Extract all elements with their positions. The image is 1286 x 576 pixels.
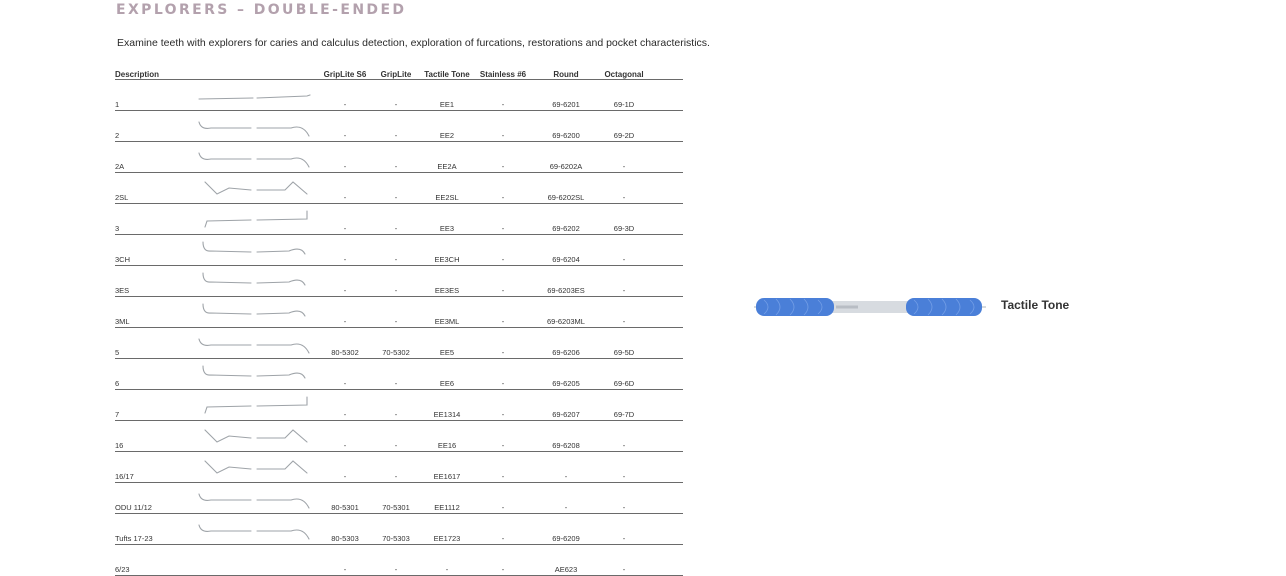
cell-tactile-tone: EE2SL (419, 173, 475, 204)
cell-round: - (531, 483, 601, 514)
cell-tactile-tone: EE6 (419, 359, 475, 390)
hook-explorer-icon (195, 300, 313, 324)
handle-imprint (836, 306, 858, 309)
cell-description: 3 (115, 204, 197, 235)
cell-description: 16/17 (115, 452, 197, 483)
cell-octagonal: - (601, 266, 647, 297)
hook-explorer-icon (195, 238, 313, 262)
cell-stainless-6: - (475, 266, 531, 297)
table-row (115, 297, 683, 328)
cell-tactile-tone: EE5 (419, 328, 475, 359)
cell-round: 69-6208 (531, 421, 601, 452)
curved-explorer-icon (195, 486, 313, 510)
table-row (115, 483, 683, 514)
cell-griplite-s6: - (317, 111, 373, 142)
table-row (115, 359, 683, 390)
cell-instrument-image (197, 204, 317, 235)
col-header-spacer (647, 66, 683, 80)
cell-spacer (647, 204, 683, 235)
cell-tactile-tone: - (419, 545, 475, 576)
handle-label: Tactile Tone (1001, 298, 1070, 312)
cell-instrument-image (197, 483, 317, 514)
table-header-row (115, 66, 683, 80)
cell-stainless-6: - (475, 421, 531, 452)
cell-tactile-tone: EE3 (419, 204, 475, 235)
cell-instrument-image (197, 80, 317, 111)
cell-spacer (647, 452, 683, 483)
cell-tactile-tone: EE1112 (419, 483, 475, 514)
cell-description: Tufts 17-23 (115, 514, 197, 545)
cell-stainless-6: - (475, 173, 531, 204)
cell-griplite-s6: - (317, 173, 373, 204)
cell-instrument-image (197, 266, 317, 297)
straight-explorer-icon (195, 83, 313, 107)
cell-tactile-tone: EE1314 (419, 390, 475, 421)
col-header-octagonal: Octagonal (601, 66, 647, 80)
cell-griplite: - (373, 204, 419, 235)
cell-octagonal: 69-3D (601, 204, 647, 235)
cell-griplite-s6: - (317, 390, 373, 421)
col-header-description: Description (115, 66, 197, 80)
curved-explorer-icon (195, 114, 313, 138)
cell-description: ODU 11/12 (115, 483, 197, 514)
cell-instrument-image (197, 235, 317, 266)
cell-description: 16 (115, 421, 197, 452)
cell-griplite: 70-5301 (373, 483, 419, 514)
cell-stainless-6: - (475, 111, 531, 142)
cell-instrument-image (197, 514, 317, 545)
cell-griplite: - (373, 297, 419, 328)
cell-octagonal: - (601, 514, 647, 545)
cell-instrument-image (197, 328, 317, 359)
table-row (115, 142, 683, 173)
angled-explorer-icon (195, 176, 313, 200)
table-row (115, 111, 683, 142)
cell-round: AE623 (531, 545, 601, 576)
cell-griplite: - (373, 173, 419, 204)
cell-griplite-s6: 80-5302 (317, 328, 373, 359)
table-row (115, 173, 683, 204)
cell-griplite: - (373, 359, 419, 390)
cell-stainless-6: - (475, 390, 531, 421)
cell-griplite: - (373, 452, 419, 483)
cell-stainless-6: - (475, 483, 531, 514)
cell-octagonal: - (601, 297, 647, 328)
cell-description: 3CH (115, 235, 197, 266)
table-row (115, 266, 683, 297)
cell-griplite-s6: - (317, 204, 373, 235)
cell-spacer (647, 297, 683, 328)
cell-octagonal: 69-2D (601, 111, 647, 142)
cell-round: 69-6203ML (531, 297, 601, 328)
cell-griplite-s6: - (317, 235, 373, 266)
cell-description: 2 (115, 111, 197, 142)
cell-tactile-tone: EE2A (419, 142, 475, 173)
cell-stainless-6: - (475, 452, 531, 483)
cell-spacer (647, 80, 683, 111)
cell-spacer (647, 235, 683, 266)
table-row (115, 235, 683, 266)
curved-explorer-icon (195, 517, 313, 541)
cell-spacer (647, 111, 683, 142)
cell-octagonal: 69-6D (601, 359, 647, 390)
cell-round: 69-6206 (531, 328, 601, 359)
angled-explorer-icon (195, 455, 313, 479)
cell-instrument-image (197, 142, 317, 173)
cell-round: 69-6205 (531, 359, 601, 390)
cell-spacer (647, 390, 683, 421)
curved-explorer-icon (195, 145, 313, 169)
curved-explorer-icon (195, 331, 313, 355)
cell-griplite: 70-5302 (373, 328, 419, 359)
cell-round: 69-6201 (531, 80, 601, 111)
col-header-tactile-tone: Tactile Tone (419, 66, 475, 80)
cell-tactile-tone: EE16 (419, 421, 475, 452)
cell-instrument-image (197, 421, 317, 452)
cell-griplite: - (373, 390, 419, 421)
cell-griplite: - (373, 235, 419, 266)
cell-stainless-6: - (475, 80, 531, 111)
angled-explorer-icon (195, 424, 313, 448)
cell-octagonal: - (601, 421, 647, 452)
col-header-stainless-6: Stainless #6 (475, 66, 531, 80)
cell-description: 3ML (115, 297, 197, 328)
cell-round: 69-6202 (531, 204, 601, 235)
cell-griplite: - (373, 80, 419, 111)
cell-spacer (647, 142, 683, 173)
cell-octagonal: - (601, 545, 647, 576)
cell-stainless-6: - (475, 545, 531, 576)
cell-description: 6 (115, 359, 197, 390)
cell-octagonal: 69-1D (601, 80, 647, 111)
cell-instrument-image (197, 359, 317, 390)
cell-spacer (647, 483, 683, 514)
cell-spacer (647, 421, 683, 452)
shepherd-hook-explorer-icon (195, 393, 313, 417)
cell-round: 69-6202SL (531, 173, 601, 204)
tactile-tone-handle-icon (752, 294, 988, 320)
intro-text: Examine teeth with explorers for caries and calculus detection, exploration of furcations, restorations and pocket characteristics. (117, 37, 710, 49)
cell-griplite-s6: - (317, 142, 373, 173)
cell-description: 1 (115, 80, 197, 111)
cell-stainless-6: - (475, 328, 531, 359)
cell-description: 3ES (115, 266, 197, 297)
cell-spacer (647, 266, 683, 297)
table-row (115, 545, 683, 576)
col-header-round: Round (531, 66, 601, 80)
col-header-griplite-s6: GripLite S6 (317, 66, 373, 80)
cell-griplite: - (373, 111, 419, 142)
table-row (115, 204, 683, 235)
cell-griplite-s6: - (317, 452, 373, 483)
cell-stainless-6: - (475, 204, 531, 235)
cell-stainless-6: - (475, 235, 531, 266)
cell-octagonal: - (601, 173, 647, 204)
table-row (115, 514, 683, 545)
cell-description: 2SL (115, 173, 197, 204)
cell-stainless-6: - (475, 297, 531, 328)
cell-octagonal: - (601, 142, 647, 173)
cell-round: 69-6207 (531, 390, 601, 421)
table-row (115, 452, 683, 483)
cell-stainless-6: - (475, 142, 531, 173)
cell-stainless-6: - (475, 359, 531, 390)
cell-griplite-s6: - (317, 421, 373, 452)
cell-octagonal: - (601, 483, 647, 514)
cell-tactile-tone: EE1 (419, 80, 475, 111)
cell-description: 6/23 (115, 545, 197, 576)
cell-griplite: - (373, 142, 419, 173)
table-row (115, 390, 683, 421)
table-row (115, 421, 683, 452)
cell-tactile-tone: EE1723 (419, 514, 475, 545)
cell-spacer (647, 328, 683, 359)
cell-griplite-s6: - (317, 266, 373, 297)
cell-spacer (647, 359, 683, 390)
cell-round: 69-6200 (531, 111, 601, 142)
cell-octagonal: 69-7D (601, 390, 647, 421)
cell-instrument-image (197, 173, 317, 204)
page-title: EXPLORERS – DOUBLE-ENDED (116, 2, 407, 18)
cell-griplite-s6: 80-5303 (317, 514, 373, 545)
cell-spacer (647, 514, 683, 545)
table-row (115, 328, 683, 359)
cell-description: 2A (115, 142, 197, 173)
cell-tactile-tone: EE3ML (419, 297, 475, 328)
cell-griplite: - (373, 545, 419, 576)
cell-instrument-image (197, 452, 317, 483)
cell-spacer (647, 545, 683, 576)
cell-stainless-6: - (475, 514, 531, 545)
cell-octagonal: 69-5D (601, 328, 647, 359)
hook-explorer-icon (195, 362, 313, 386)
explorers-table (115, 66, 683, 576)
col-header-image (197, 66, 317, 80)
cell-round: - (531, 452, 601, 483)
cell-tactile-tone: EE3CH (419, 235, 475, 266)
cell-tactile-tone: EE1617 (419, 452, 475, 483)
cell-griplite: - (373, 421, 419, 452)
cell-instrument-image (197, 297, 317, 328)
shepherd-hook-explorer-icon (195, 207, 313, 231)
cell-griplite-s6: 80-5301 (317, 483, 373, 514)
cell-round: 69-6209 (531, 514, 601, 545)
cell-octagonal: - (601, 452, 647, 483)
cell-description: 5 (115, 328, 197, 359)
cell-instrument-image (197, 111, 317, 142)
table-row (115, 80, 683, 111)
cell-griplite-s6: - (317, 359, 373, 390)
cell-round: 69-6204 (531, 235, 601, 266)
cell-instrument-image (197, 545, 317, 576)
col-header-griplite: GripLite (373, 66, 419, 80)
cell-griplite: - (373, 266, 419, 297)
cell-round: 69-6202A (531, 142, 601, 173)
cell-tactile-tone: EE3ES (419, 266, 475, 297)
cell-instrument-image (197, 390, 317, 421)
cell-description: 7 (115, 390, 197, 421)
cell-octagonal: - (601, 235, 647, 266)
cell-round: 69-6203ES (531, 266, 601, 297)
hook-explorer-icon (195, 269, 313, 293)
cell-spacer (647, 173, 683, 204)
cell-griplite-s6: - (317, 80, 373, 111)
cell-griplite-s6: - (317, 545, 373, 576)
cell-tactile-tone: EE2 (419, 111, 475, 142)
cell-griplite: 70-5303 (373, 514, 419, 545)
cell-griplite-s6: - (317, 297, 373, 328)
